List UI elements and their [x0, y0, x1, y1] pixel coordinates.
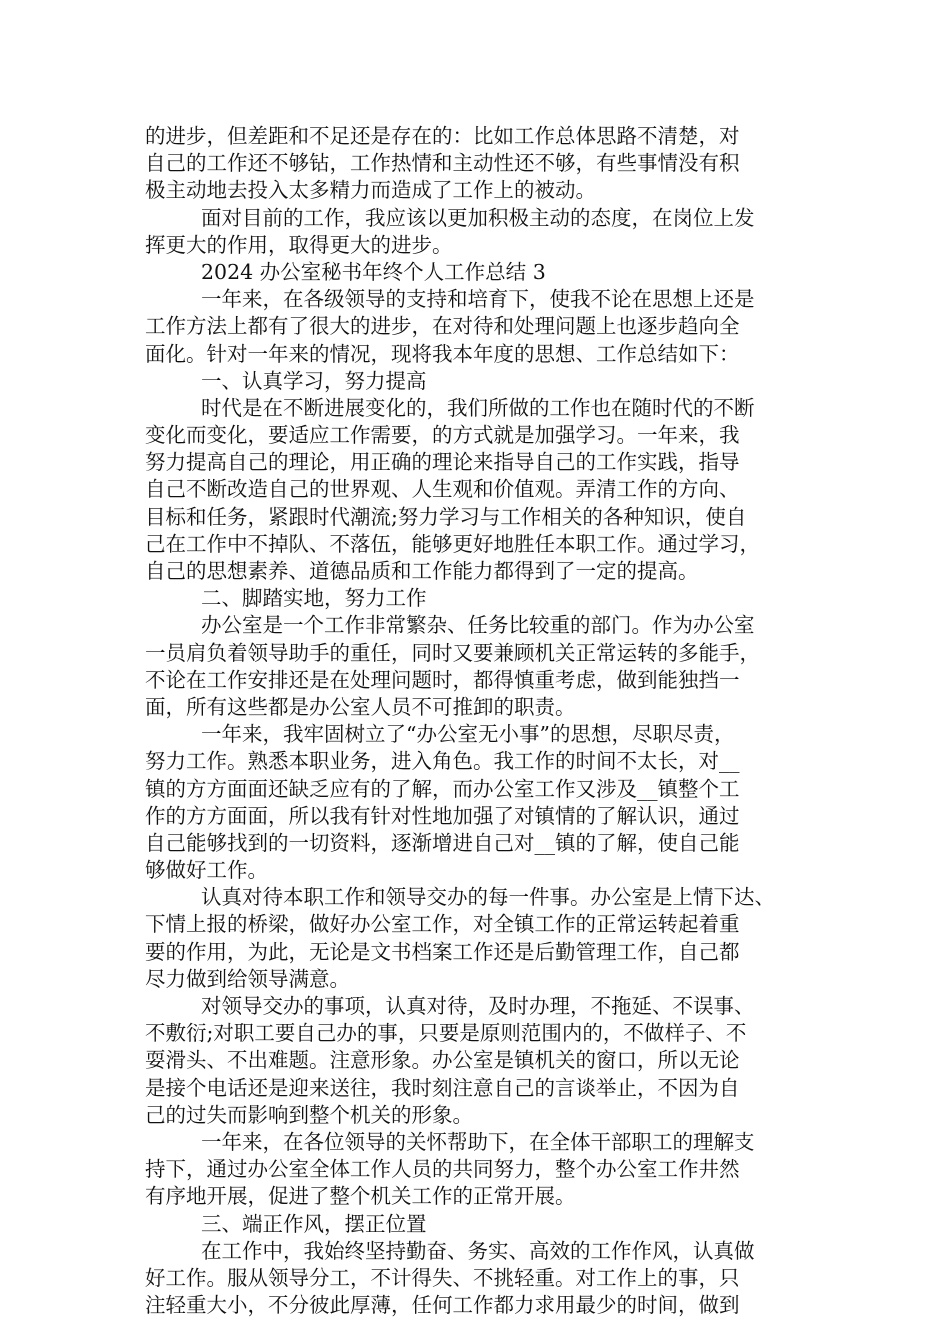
text-line: 一员肩负着领导助手的重任，同时又要兼顾机关正常运转的多能手，	[145, 640, 760, 665]
text-line: 努力工作。熟悉本职业务，进入角色。我工作的时间不太长，对__	[145, 749, 740, 774]
text-line: 面对目前的工作，我应该以更加积极主动的态度，在岗位上发	[201, 205, 755, 230]
text-line: 努力提高自己的理论，用正确的理论来指导自己的工作实践，指导	[145, 450, 740, 475]
paragraph-p13	[145, 1211, 815, 1238]
paragraph-p5	[145, 368, 815, 395]
text-line: 耍滑头、不出难题。注意形象。办公室是镇机关的窗口，所以无论	[145, 1048, 740, 1073]
text-line: 不论在工作安排还是在处理问题时，都得慎重考虑，做到能独挡一	[145, 667, 740, 692]
text-line: 镇的方方面面还缺乏应有的了解，而办公室工作又涉及__镇整个工	[145, 776, 740, 801]
text-line: 己的过失而影响到整个机关的形象。	[145, 1102, 473, 1127]
text-line: 三、端正作风，摆正位置	[201, 1211, 427, 1236]
paragraph-p9	[145, 721, 815, 884]
text-line: 一、认真学习，努力提高	[201, 368, 427, 393]
paragraph-p10	[145, 884, 815, 993]
text-line: 工作方法上都有了很大的进步，在对待和处理问题上也逐步趋向全	[145, 314, 740, 339]
text-line: 是接个电话还是迎来送往，我时刻注意自己的言谈举止，不因为自	[145, 1075, 740, 1100]
paragraph-p11	[145, 993, 815, 1129]
text-line: 一年来，我牢固树立了“办公室无小事”的思想，尽职尽责，	[201, 722, 735, 747]
text-line: 二、脚踏实地，努力工作	[201, 586, 427, 611]
text-line: 自己的工作还不够钻，工作热情和主动性还不够，有些事情没有积	[145, 151, 740, 176]
text-line: 己在工作中不掉队、不落伍，能够更好地胜任本职工作。通过学习，	[145, 531, 760, 556]
text-line: 时代是在不断进展变化的，我们所做的工作也在随时代的不断	[201, 395, 755, 420]
text-line: 挥更大的作用，取得更大的进步。	[145, 232, 453, 257]
text-line: 作的方方面面，所以我有针对性地加强了对镇情的了解认识，通过	[145, 803, 740, 828]
paragraph-p12	[145, 1129, 815, 1211]
text-line: 2024 办公室秘书年终个人工作总结 3	[201, 259, 546, 284]
text-line: 自己的思想素养、道德品质和工作能力都得到了一定的提高。	[145, 559, 699, 583]
paragraph-p2	[145, 205, 815, 259]
text-line: 面，所有这些都是办公室人员不可推卸的职责。	[145, 694, 576, 719]
text-line: 下情上报的桥梁，做好办公室工作，对全镇工作的正常运转起着重	[145, 912, 740, 937]
paragraph-p4	[145, 286, 815, 368]
text-line: 在工作中，我始终坚持勤奋、务实、高效的工作作风，认真做	[201, 1238, 755, 1263]
text-line: 对领导交办的事项，认真对待，及时办理，不拖延、不误事、	[201, 994, 755, 1018]
text-line: 变化而变化，要适应工作需要，的方式就是加强学习。一年来，我	[145, 423, 740, 448]
text-line: 不敷衍;对职工要自己办的事，只要是原则范围内的，不做样子、不	[145, 1021, 747, 1046]
paragraph-p7	[145, 585, 815, 612]
text-line: 要的作用，为此，无论是文书档案工作还是后勤管理工作，自己都	[145, 939, 740, 964]
document-body	[145, 123, 815, 1319]
paragraph-p14	[145, 1238, 815, 1320]
text-line: 一年来，在各级领导的支持和培育下，使我不论在思想上还是	[201, 287, 755, 312]
text-line: 自己能够找到的一切资料，逐渐增进自己对__镇的了解，使自己能	[145, 830, 740, 855]
paragraph-p6	[145, 395, 815, 585]
text-line: 办公室是一个工作非常繁杂、任务比较重的部门。作为办公室	[201, 613, 755, 638]
text-line: 的进步，但差距和不足还是存在的：比如工作总体思路不清楚，对	[145, 124, 740, 148]
text-line: 一年来，在各位领导的关怀帮助下，在全体干部职工的理解支	[201, 1129, 755, 1154]
text-line: 够做好工作。	[145, 858, 268, 883]
text-line: 目标和任务，紧跟时代潮流;努力学习与工作相关的各种知识，使自	[145, 504, 747, 529]
text-line: 认真对待本职工作和领导交办的每一件事。办公室是上情下达、	[201, 885, 775, 910]
text-line: 面化。针对一年来的情况，现将我本年度的思想、工作总结如下：	[145, 341, 740, 366]
text-line: 注轻重大小，不分彼此厚薄，任何工作都力求用最少的时间，做到	[145, 1293, 740, 1318]
text-line: 尽力做到给领导满意。	[145, 966, 350, 991]
text-line: 有序地开展，促进了整个机关工作的正常开展。	[145, 1184, 576, 1209]
text-line: 持下，通过办公室全体工作人员的共同努力，整个办公室工作井然	[145, 1157, 740, 1182]
text-line: 自己不断改造自己的世界观、人生观和价值观。弄清工作的方向、	[145, 477, 740, 502]
paragraph-p8	[145, 612, 815, 721]
text-line: 好工作。服从领导分工，不计得失、不挑轻重。对工作上的事，只	[145, 1265, 740, 1290]
paragraph-p1	[145, 123, 815, 205]
text-line: 极主动地去投入太多精力而造成了工作上的被动。	[145, 178, 596, 203]
paragraph-p3	[145, 259, 815, 286]
